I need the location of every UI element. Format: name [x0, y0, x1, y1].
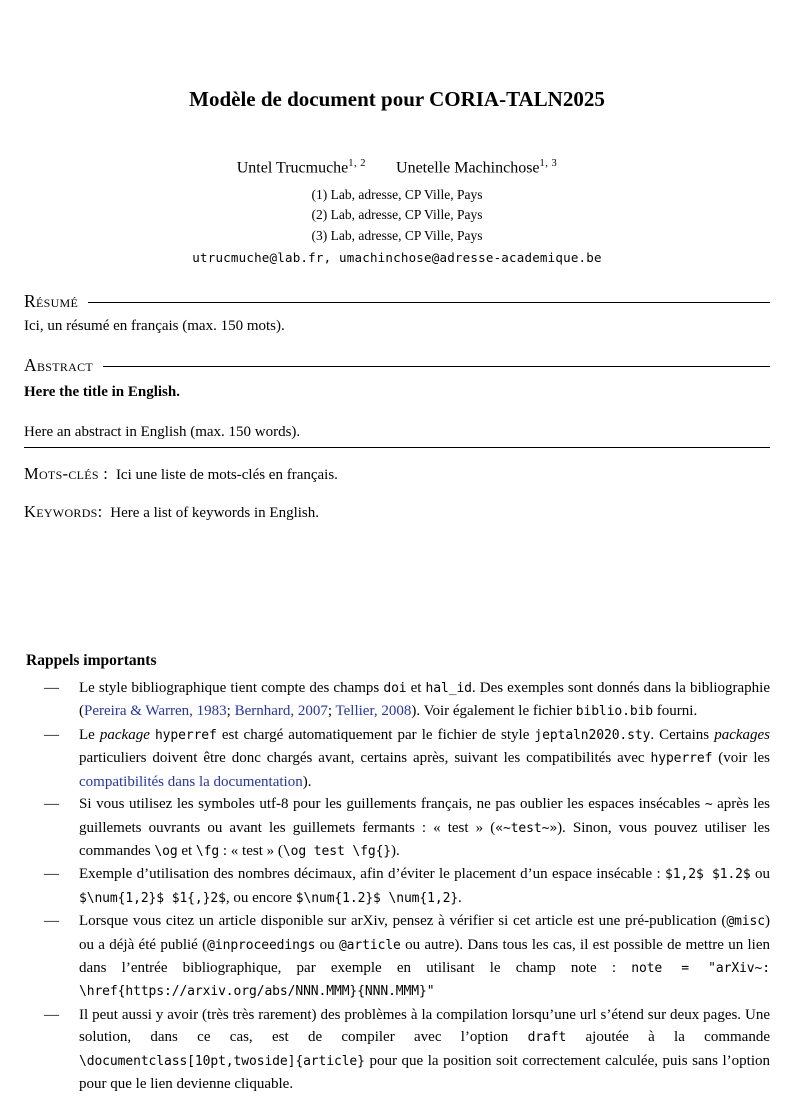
text-segment: «~test~»: [495, 820, 558, 836]
text-segment: \fg: [195, 843, 220, 859]
text-segment: Lorsque vous citez un article disponible sur arXiv, pensez à vérifier si cet article est une pré-publication (: [79, 913, 727, 930]
text-segment: $\num{1,2}$ $1{,}2$: [79, 890, 226, 906]
text-segment: jeptaln2020.sty: [534, 727, 651, 743]
resume-text: Ici, un résumé en français (max. 150 mots).: [24, 318, 285, 335]
author-affiliation-superscript: 1, 2: [348, 158, 367, 170]
text-segment: Le: [79, 726, 100, 743]
keywords-label: Keywords:: [24, 502, 103, 522]
list-item: [24, 863, 770, 910]
author-affiliation-superscript: 1, 3: [539, 158, 558, 170]
text-segment: \documentclass[10pt,twoside]{article}: [79, 1053, 365, 1069]
text-segment: ).: [391, 842, 400, 859]
inline-link[interactable]: Bernhard, 2007: [234, 703, 328, 720]
authors-line: [24, 158, 770, 177]
email-line: utrucmuche@lab.fr, umachinchose@adresse-academique.be: [192, 250, 602, 266]
text-segment: ;: [327, 703, 336, 720]
affiliation-line: (2) Lab, adresse, CP Ville, Pays: [311, 207, 483, 223]
author: [237, 158, 366, 177]
list-item-text: [79, 724, 770, 793]
text-segment: Il peut aussi y avoir (très très rarement) des problèmes à la compilation lorsqu’une url s’étend sur deux pages. Une solution, dans ce cas, est de compiler avec l’option: [79, 1006, 770, 1046]
text-segment: Si vous utilisez les symboles utf-8 pour les guillements français, ne pas oublier les espaces insécables: [79, 796, 705, 813]
text-segment: hyperref: [650, 751, 713, 767]
text-segment: ou: [315, 936, 339, 953]
list-item-text: [79, 677, 770, 724]
text-segment: (voir les: [712, 750, 770, 767]
mots-cles-text: Ici une liste de mots-clés en français.: [115, 467, 338, 484]
text-segment: @inproceedings: [207, 937, 316, 953]
keywords-text: Here a list of keywords in English.: [110, 505, 320, 522]
list-item: [24, 793, 770, 863]
text-segment: hyperref: [154, 727, 217, 743]
text-segment: est chargé automatiquement par le fichier de style: [216, 726, 535, 743]
list-marker: —: [44, 913, 59, 930]
text-segment: ajoutée à la commande: [566, 1029, 770, 1046]
list-item-text: [79, 863, 770, 910]
text-segment: ;: [226, 703, 235, 720]
text-segment: Le style bibliographique tient compte des champs: [79, 680, 384, 697]
list-item: [24, 724, 770, 793]
text-segment: après les guillemets ouvrants ou avant les guillemets fermants : « test » (: [79, 796, 771, 836]
text-segment: ou autre). Dans tous les cas, il est possible de mettre un lien dans l’entrée bibliographique, par exemple en utilisant le champ note :: [79, 936, 771, 976]
text-segment: ). Sinon, vous pouvez utiliser les commandes: [79, 819, 770, 859]
text-segment: : « test » (: [219, 842, 283, 859]
text-segment: \og: [154, 843, 178, 859]
mots-cles-label: Mots-clés :: [24, 464, 109, 484]
text-segment: @article: [338, 937, 401, 953]
text-segment: draft: [527, 1030, 567, 1046]
list-item-text: [79, 1004, 770, 1096]
text-segment: biblio.bib: [575, 704, 654, 720]
text-segment: , ou encore: [225, 889, 296, 906]
text-segment: ou: [750, 866, 770, 883]
text-segment: pour que la position soit correctement calculée, puis sans l’option pour que le lien devienne cliquable.: [79, 1052, 770, 1092]
resume-label: Résumé: [24, 291, 79, 312]
list-marker: —: [44, 726, 59, 743]
text-segment: packages: [714, 726, 770, 743]
text-segment: $1,2$ $1.2$: [665, 867, 751, 883]
abstract-section-header: [24, 355, 770, 376]
text-segment: ~: [704, 797, 713, 813]
list-item: [24, 677, 770, 724]
text-segment: package: [99, 726, 150, 743]
affiliation-line: (1) Lab, adresse, CP Ville, Pays: [311, 186, 483, 202]
paper-header: [24, 86, 770, 265]
text-segment: et: [406, 680, 426, 697]
author: [396, 158, 557, 177]
list-item: [24, 910, 770, 1004]
mots-cles-line: [24, 463, 770, 486]
list-marker: —: [44, 680, 59, 697]
text-segment: ) ou a déjà été publié (: [79, 913, 770, 953]
affiliations-block: [24, 185, 770, 247]
text-segment: .: [458, 889, 462, 906]
text-segment: doi: [383, 681, 407, 697]
list-marker: —: [44, 866, 59, 883]
abstract-english-title: Here the title in English.: [24, 384, 180, 401]
resume-section-header: [24, 291, 770, 312]
list-item-text: [79, 910, 770, 1004]
inline-link[interactable]: Pereira & Warren, 1983: [84, 703, 227, 720]
text-segment: hal_id: [425, 681, 472, 697]
text-segment: \og test \fg{}: [282, 843, 392, 859]
text-segment: particuliers doivent être donc chargés avant, certains après, suivant les compatibilités avec: [79, 750, 651, 767]
text-segment: $\num{1.2}$ \num{1,2}: [295, 890, 459, 906]
text-segment: Exemple d’utilisation des nombres décimaux, afin d’éviter le placement d’un espace insécable :: [79, 866, 666, 883]
resume-divider-rule: [88, 302, 770, 303]
text-segment: ). Voir également le fichier: [411, 703, 576, 720]
abstract-divider-rule: [103, 366, 770, 367]
reminders-section: [24, 652, 770, 1095]
list-marker: —: [44, 1006, 59, 1023]
text-segment: . Certains: [650, 726, 715, 743]
text-segment: et: [177, 842, 196, 859]
author-name: Untel Trucmuche: [236, 159, 349, 177]
page-title: Modèle de document pour CORIA-TALN2025: [189, 87, 605, 111]
list-marker: —: [44, 796, 59, 813]
text-segment: note = "arXiv~: \href{https://arxiv.org/abs/NNN.MMM}{NNN.MMM}": [79, 960, 770, 1000]
text-segment: . Des exemples sont donnés dans la bibliographie (: [79, 680, 771, 720]
text-segment: @misc: [726, 914, 765, 930]
text-segment: ).: [302, 773, 312, 790]
inline-link[interactable]: compatibilités dans la documentation: [79, 773, 303, 790]
abstracts-block: [24, 291, 770, 524]
affiliation-line: (3) Lab, adresse, CP Ville, Pays: [311, 227, 483, 243]
author-name: Unetelle Machinchose: [396, 159, 540, 177]
abstract-label: Abstract: [24, 355, 94, 376]
text-segment: fourni.: [653, 703, 698, 720]
list-item: [24, 1004, 770, 1096]
list-item-text: [79, 793, 770, 863]
reminder-list: [24, 677, 770, 1095]
abstract-text: Here an abstract in English (max. 150 words).: [24, 422, 770, 448]
section-heading: Rappels importants: [26, 652, 157, 670]
keywords-line: [24, 501, 770, 524]
inline-link[interactable]: Tellier, 2008: [335, 703, 412, 720]
